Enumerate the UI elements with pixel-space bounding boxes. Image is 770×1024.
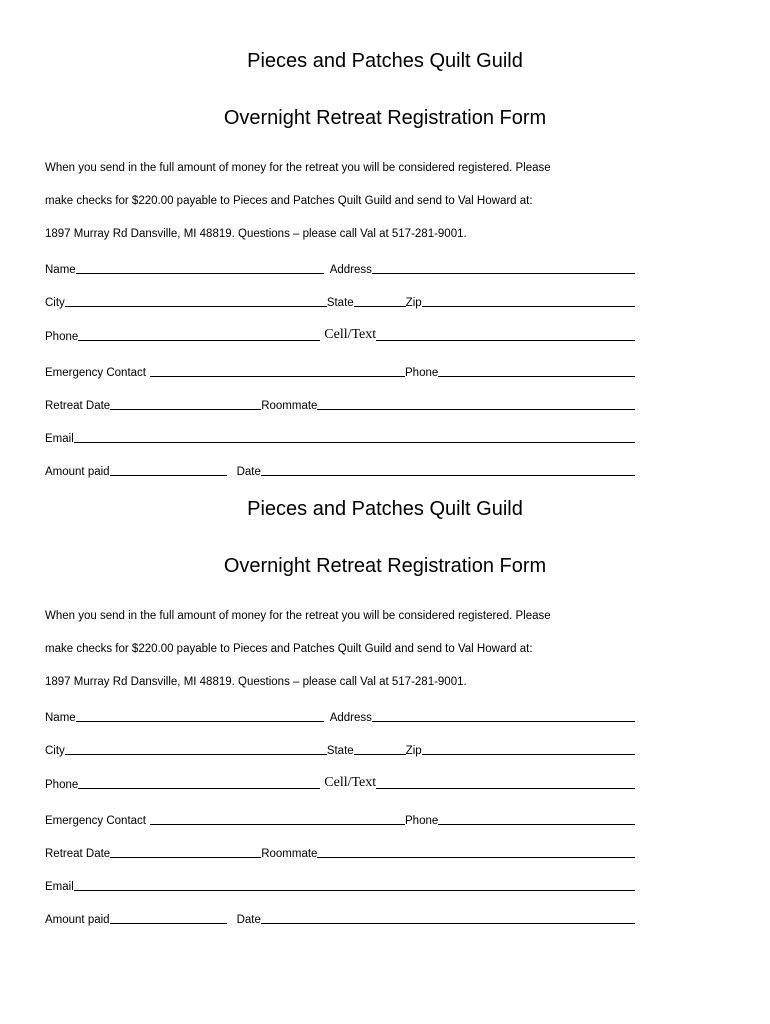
instruction-line-2: make checks for $220.00 payable to Pieces and Patches Quilt Guild and send to Val Howard at:	[45, 195, 533, 207]
amount-paid-field[interactable]	[110, 464, 227, 476]
state-label: State	[326, 745, 354, 757]
guild-name: Pieces and Patches Quilt Guild	[247, 498, 523, 520]
cell-text-label: Cell/Text	[324, 327, 377, 342]
phone-cell-row	[45, 775, 635, 791]
amount-date-row	[45, 910, 635, 926]
instruction-line-3: 1897 Murray Rd Dansville, MI 48819. Questions – please call Val at 517-281-9001.	[45, 228, 467, 240]
email-row	[45, 877, 635, 893]
form-title: Overnight Retreat Registration Form	[223, 555, 547, 577]
emergency-phone-label: Phone	[405, 367, 439, 379]
date-field[interactable]	[261, 912, 635, 924]
zip-label: Zip	[405, 297, 422, 309]
email-field[interactable]	[74, 431, 635, 443]
cell-text-field[interactable]	[376, 777, 635, 789]
name-label: Name	[45, 264, 76, 276]
name-field[interactable]	[76, 710, 324, 722]
emergency-phone-field[interactable]	[438, 365, 635, 377]
city-state-zip-row	[45, 293, 635, 309]
emergency-phone-field[interactable]	[438, 813, 635, 825]
address-field[interactable]	[372, 262, 635, 274]
email-label: Email	[45, 881, 74, 893]
city-label: City	[45, 297, 65, 309]
email-row	[45, 429, 635, 445]
retreat-date-label: Retreat Date	[45, 400, 111, 412]
roommate-label: Roommate	[261, 400, 318, 412]
email-label: Email	[45, 433, 74, 445]
date-label: Date	[236, 466, 261, 478]
address-label: Address	[329, 712, 372, 724]
city-state-zip-row	[45, 741, 635, 757]
retreat-date-field[interactable]	[110, 846, 261, 858]
roommate-label: Roommate	[261, 848, 318, 860]
state-field[interactable]	[354, 743, 406, 755]
phone-label: Phone	[45, 779, 79, 791]
name-field[interactable]	[76, 262, 324, 274]
cell-text-label: Cell/Text	[324, 775, 377, 790]
instruction-line-2: make checks for $220.00 payable to Pieces and Patches Quilt Guild and send to Val Howard at:	[45, 643, 533, 655]
retreat-date-field[interactable]	[110, 398, 261, 410]
phone-field[interactable]	[78, 777, 320, 789]
phone-cell-row	[45, 327, 635, 343]
emergency-phone-label: Phone	[405, 815, 439, 827]
roommate-field[interactable]	[317, 398, 635, 410]
phone-field[interactable]	[78, 329, 320, 341]
emergency-contact-row	[45, 363, 635, 379]
instruction-line-3: 1897 Murray Rd Dansville, MI 48819. Questions – please call Val at 517-281-9001.	[45, 676, 467, 688]
name-label: Name	[45, 712, 76, 724]
roommate-field[interactable]	[317, 846, 635, 858]
form-title: Overnight Retreat Registration Form	[223, 107, 547, 129]
address-field[interactable]	[372, 710, 635, 722]
guild-name: Pieces and Patches Quilt Guild	[247, 50, 523, 72]
phone-label: Phone	[45, 331, 79, 343]
instruction-line-1: When you send in the full amount of money for the retreat you will be considered registered. Please	[45, 162, 551, 174]
date-label: Date	[236, 914, 261, 926]
state-field[interactable]	[354, 295, 406, 307]
zip-field[interactable]	[422, 295, 635, 307]
amount-paid-label: Amount paid	[45, 914, 110, 926]
instruction-line-1: When you send in the full amount of money for the retreat you will be considered registered. Please	[45, 610, 551, 622]
emergency-contact-row	[45, 811, 635, 827]
address-label: Address	[329, 264, 372, 276]
amount-paid-label: Amount paid	[45, 466, 110, 478]
retreat-date-label: Retreat Date	[45, 848, 111, 860]
emergency-contact-label: Emergency Contact	[45, 367, 146, 379]
zip-label: Zip	[405, 745, 422, 757]
retreat-date-roommate-row	[45, 844, 635, 860]
city-field[interactable]	[65, 295, 327, 307]
date-field[interactable]	[261, 464, 635, 476]
emergency-contact-field[interactable]	[150, 365, 405, 377]
emergency-contact-label: Emergency Contact	[45, 815, 146, 827]
amount-paid-field[interactable]	[110, 912, 227, 924]
name-address-row	[45, 260, 635, 276]
amount-date-row	[45, 462, 635, 478]
state-label: State	[326, 297, 354, 309]
city-field[interactable]	[65, 743, 327, 755]
name-address-row	[45, 708, 635, 724]
zip-field[interactable]	[422, 743, 635, 755]
city-label: City	[45, 745, 65, 757]
cell-text-field[interactable]	[376, 329, 635, 341]
retreat-date-roommate-row	[45, 396, 635, 412]
emergency-contact-field[interactable]	[150, 813, 405, 825]
email-field[interactable]	[74, 879, 635, 891]
